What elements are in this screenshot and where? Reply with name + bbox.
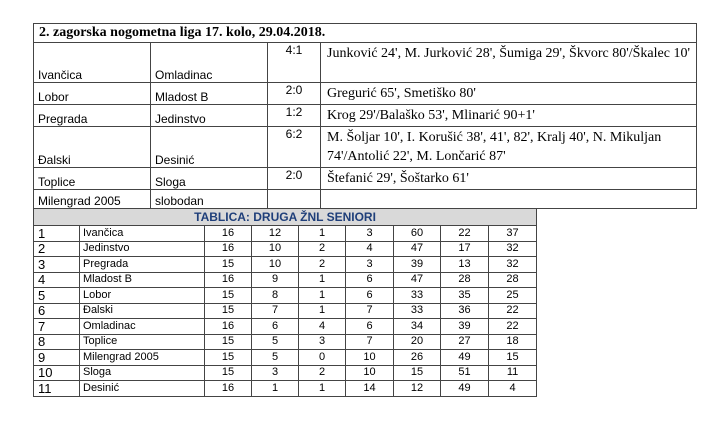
standings-losses: 10 [346,365,394,381]
standings-wins: 1 [252,381,299,397]
standings-goals-against: 36 [441,303,489,319]
standings-losses: 6 [346,319,394,335]
away-team: Desinić [151,127,268,168]
standings-wins: 5 [252,350,299,366]
standings-wins: 8 [252,288,299,304]
standings-row [34,365,537,381]
standings-title: TABLICA: DRUGA ŽNL SENIORI [34,209,537,226]
standings-points: 22 [489,303,537,319]
standings-row [34,257,537,273]
standings-team-name: Milengrad 2005 [80,350,205,366]
standings-points: 18 [489,334,537,350]
match-score: 2:0 [268,168,321,190]
standings-goals-for: 33 [394,288,441,304]
standings-goals-against: 13 [441,257,489,273]
goal-scorers: Štefanić 29', Šoštarko 61' [321,168,697,190]
away-team: slobodan [151,190,268,209]
standings-losses: 6 [346,288,394,304]
standings-row [34,319,537,335]
standings-rank: 7 [34,319,80,335]
results-table [33,23,697,209]
match-score: 6:2 [268,127,321,168]
standings-team-name: Jedinstvo [80,241,205,257]
standings-draws: 4 [299,319,346,335]
goal-scorers [321,190,697,209]
match-row [34,168,697,190]
standings-goals-against: 49 [441,381,489,397]
standings-row [34,350,537,366]
standings-row [34,272,537,288]
standings-row [34,381,537,397]
standings-points: 37 [489,226,537,242]
standings-losses: 6 [346,272,394,288]
standings-row [34,334,537,350]
standings-team-name: Mladost B [80,272,205,288]
standings-losses: 14 [346,381,394,397]
standings-draws: 2 [299,241,346,257]
standings-wins: 10 [252,257,299,273]
away-team: Omladinac [151,43,268,83]
standings-draws: 1 [299,272,346,288]
standings-row [34,288,537,304]
standings-wins: 5 [252,334,299,350]
standings-played: 15 [205,288,252,304]
home-team: Ivančica [34,43,151,83]
standings-table [33,208,537,397]
standings-row [34,241,537,257]
standings-goals-against: 49 [441,350,489,366]
standings-goals-against: 39 [441,319,489,335]
standings-rank: 1 [34,226,80,242]
standings-losses: 4 [346,241,394,257]
standings-rank: 4 [34,272,80,288]
standings-team-name: Ivančica [80,226,205,242]
home-team: Toplice [34,168,151,190]
standings-losses: 3 [346,257,394,273]
goal-scorers: Krog 29'/Balaško 53', Mlinarić 90+1' [321,105,697,127]
match-row [34,190,697,209]
standings-goals-for: 15 [394,365,441,381]
standings-draws: 3 [299,334,346,350]
standings-team-name: Pregrada [80,257,205,273]
standings-played: 15 [205,365,252,381]
standings-draws: 0 [299,350,346,366]
goal-scorers: M. Šoljar 10', I. Korušić 38', 41', 82', Kralj 40', N. Mikuljan 74'/Antolić 22', M. Lončarić 87' [321,127,697,168]
standings-goals-for: 33 [394,303,441,319]
standings-goals-against: 17 [441,241,489,257]
standings-draws: 1 [299,381,346,397]
standings-rank: 2 [34,241,80,257]
standings-played: 15 [205,303,252,319]
standings-team-name: Sloga [80,365,205,381]
match-score: 2:0 [268,83,321,105]
home-team: Pregrada [34,105,151,127]
standings-draws: 1 [299,303,346,319]
standings-played: 15 [205,350,252,366]
standings-goals-for: 47 [394,272,441,288]
standings-rank: 5 [34,288,80,304]
match-score: 4:1 [268,43,321,83]
standings-played: 16 [205,226,252,242]
standings-wins: 9 [252,272,299,288]
home-team: Đalski [34,127,151,168]
standings-rank: 11 [34,381,80,397]
standings-played: 15 [205,257,252,273]
standings-rank: 6 [34,303,80,319]
standings-losses: 10 [346,350,394,366]
goal-scorers: Gregurić 65', Smetiško 80' [321,83,697,105]
standings-rank: 8 [34,334,80,350]
standings-goals-against: 22 [441,226,489,242]
standings-losses: 7 [346,334,394,350]
standings-wins: 6 [252,319,299,335]
match-score [268,190,321,209]
standings-points: 28 [489,272,537,288]
standings-losses: 7 [346,303,394,319]
standings-points: 25 [489,288,537,304]
goal-scorers: Junković 24', M. Jurković 28', Šumiga 29', Škvorc 80'/Škalec 10' [321,43,697,83]
standings-points: 22 [489,319,537,335]
results-title: 2. zagorska nogometna liga 17. kolo, 29.04.2018. [34,24,697,43]
standings-played: 16 [205,319,252,335]
standings-wins: 12 [252,226,299,242]
home-team: Lobor [34,83,151,105]
away-team: Mladost B [151,83,268,105]
standings-goals-for: 12 [394,381,441,397]
home-team: Milengrad 2005 [34,190,151,209]
standings-draws: 2 [299,365,346,381]
standings-goals-for: 26 [394,350,441,366]
standings-team-name: Toplice [80,334,205,350]
standings-played: 15 [205,334,252,350]
standings-points: 15 [489,350,537,366]
standings-draws: 1 [299,288,346,304]
standings-goals-for: 20 [394,334,441,350]
standings-goals-against: 35 [441,288,489,304]
standings-rank: 3 [34,257,80,273]
match-row [34,105,697,127]
standings-points: 4 [489,381,537,397]
away-team: Jedinstvo [151,105,268,127]
match-row [34,43,697,83]
standings-team-name: Đalski [80,303,205,319]
standings-goals-against: 28 [441,272,489,288]
standings-goals-for: 60 [394,226,441,242]
away-team: Sloga [151,168,268,190]
match-score: 1:2 [268,105,321,127]
standings-goals-for: 34 [394,319,441,335]
standings-losses: 3 [346,226,394,242]
standings-goals-against: 51 [441,365,489,381]
standings-played: 16 [205,241,252,257]
match-row [34,127,697,168]
match-row [34,83,697,105]
standings-draws: 1 [299,226,346,242]
standings-rank: 10 [34,365,80,381]
standings-wins: 7 [252,303,299,319]
standings-points: 32 [489,257,537,273]
standings-team-name: Lobor [80,288,205,304]
standings-points: 32 [489,241,537,257]
standings-goals-against: 27 [441,334,489,350]
standings-wins: 10 [252,241,299,257]
standings-played: 16 [205,272,252,288]
standings-team-name: Desinić [80,381,205,397]
standings-draws: 2 [299,257,346,273]
standings-goals-for: 39 [394,257,441,273]
standings-row [34,226,537,242]
standings-row [34,303,537,319]
standings-wins: 3 [252,365,299,381]
standings-played: 16 [205,381,252,397]
standings-goals-for: 47 [394,241,441,257]
standings-points: 11 [489,365,537,381]
standings-rank: 9 [34,350,80,366]
standings-team-name: Omladinac [80,319,205,335]
